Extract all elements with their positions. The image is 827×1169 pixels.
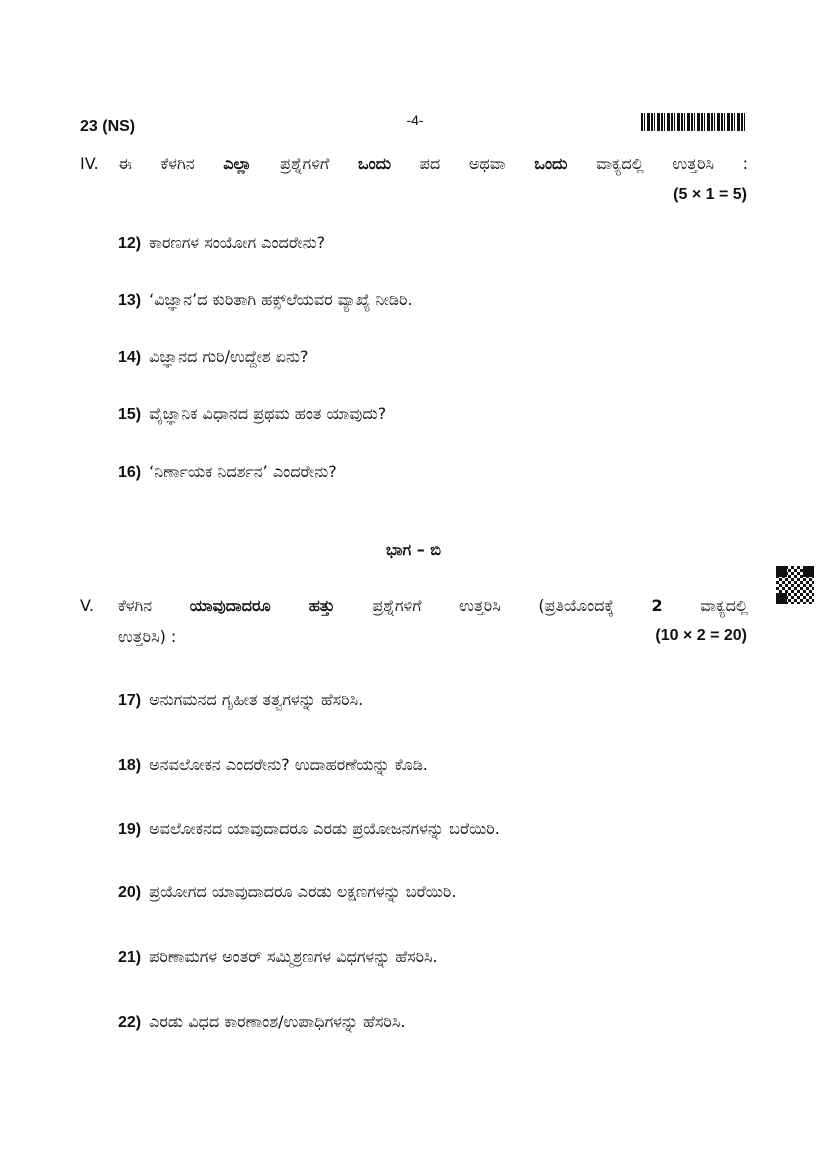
instruction-bold: ಎಲ್ಲಾ [223, 154, 252, 173]
question-item [118, 233, 325, 253]
instruction-text: ಕೆಳಗಿನ [118, 596, 190, 615]
question-text: ಎರಡು ವಿಧದ ಕಾರಣಾಂಶ/ಉಪಾಧಿಗಳನ್ನು ಹೆಸರಿಸಿ. [149, 1012, 406, 1031]
page-number: -4- [406, 112, 424, 128]
question-item [118, 882, 456, 902]
barcode-image [641, 113, 747, 131]
question-item [118, 462, 337, 482]
section-iv-marks: (5 × 1 = 5) [673, 186, 747, 203]
question-text: ಅವಲೋಕನದ ಯಾವುದಾದರೂ ಎರಡು ಪ್ರಯೋಜನಗಳನ್ನು ಬರೆಯಿರಿ. [149, 819, 500, 838]
instruction-text: ಪದ ಅಥವಾ [391, 154, 535, 173]
question-item [118, 690, 363, 710]
instruction-text: ವಾಕ್ಯದಲ್ಲಿ [662, 596, 749, 615]
question-text: ‘ನಿರ್ಣಾಯಕ ನಿದರ್ಶನ’ ಎಂದರೇನು? [149, 462, 337, 481]
question-text: ವಿಜ್ಞಾನದ ಗುರಿ/ಉದ್ದೇಶ ಏನು? [149, 347, 309, 366]
question-number: 12) [118, 235, 142, 252]
question-number: 18) [118, 757, 142, 774]
question-text: ಅನುಗಮನದ ಗೃಹೀತ ತತ್ವಗಳನ್ನು ಹೆಸರಿಸಿ. [149, 690, 364, 709]
section-iv-number: IV. [80, 154, 99, 173]
question-text: ಕಾರಣಗಳ ಸಂಯೋಗ ಎಂದರೇನು? [149, 233, 326, 252]
instruction-text: ಪ್ರಶ್ನೆಗಳಿಗೆ [251, 154, 358, 173]
question-text: ಪ್ರಯೋಗದ ಯಾವುದಾದರೂ ಎರಡು ಲಕ್ಷಣಗಳನ್ನು ಬರೆಯಿರಿ. [149, 882, 457, 901]
qr-code-image [776, 566, 814, 604]
question-number: 13) [118, 292, 142, 309]
section-v-instruction [118, 596, 748, 616]
question-number: 22) [118, 1014, 142, 1031]
question-text: ವೈಜ್ಞಾನಿಕ ವಿಧಾನದ ಪ್ರಥಮ ಹಂತ ಯಾವುದು? [149, 404, 387, 423]
question-item [118, 347, 308, 367]
instruction-text: ವಾಕ್ಯದಲ್ಲಿ ಉತ್ತರಿಸಿ : [567, 154, 748, 173]
question-number: 19) [118, 821, 142, 838]
question-number: 16) [118, 464, 142, 481]
question-text: ‘ವಿಜ್ಞಾನ’ದ ಕುರಿತಾಗಿ ಹಕ್ಸ್‌ಲೆಯವರ ವ್ಯಾಖ್ಯೆ ನೀಡಿರಿ. [149, 290, 413, 309]
instruction-text: ಈ ಕೆಳಗಿನ [118, 154, 224, 173]
question-number: 15) [118, 406, 142, 423]
question-text: ಅನವಲೋಕನ ಎಂದರೇನು? ಉದಾಹರಣೆಯನ್ನು ಕೊಡಿ. [149, 755, 428, 774]
instruction-bold: 2 [651, 596, 663, 615]
question-item [118, 755, 428, 775]
question-item [118, 819, 500, 839]
paper-code: 23 (NS) [80, 118, 136, 135]
question-number: 20) [118, 884, 142, 901]
section-v-instruction-line2: ಉತ್ತರಿಸಿ) : [118, 627, 177, 646]
instruction-bold: ಒಂದು [357, 154, 392, 173]
question-number: 17) [118, 692, 142, 709]
section-iv-instruction [118, 154, 748, 174]
question-number: 14) [118, 349, 142, 366]
instruction-bold: ಯಾವುದಾದರೂ ಹತ್ತು [189, 596, 335, 615]
question-item [118, 947, 438, 967]
question-number: 21) [118, 949, 142, 966]
section-v-marks: (10 × 2 = 20) [655, 627, 747, 644]
section-v-number: V. [80, 596, 94, 615]
instruction-text: ಪ್ರಶ್ನೆಗಳಿಗೆ ಉತ್ತರಿಸಿ (ಪ್ರತಿಯೊಂದಕ್ಕೆ [334, 596, 652, 615]
question-item [118, 1012, 405, 1032]
part-b-heading: ಭಾಗ – ಬಿ [385, 540, 442, 559]
question-text: ಪರಿಣಾಮಗಳ ಅಂತರ್ ಸಮ್ಮಿಶ್ರಣಗಳ ವಿಧಗಳನ್ನು ಹೆಸರಿಸಿ. [149, 947, 438, 966]
question-item [118, 404, 386, 424]
question-item [118, 290, 413, 310]
instruction-bold: ಒಂದು [534, 154, 568, 173]
